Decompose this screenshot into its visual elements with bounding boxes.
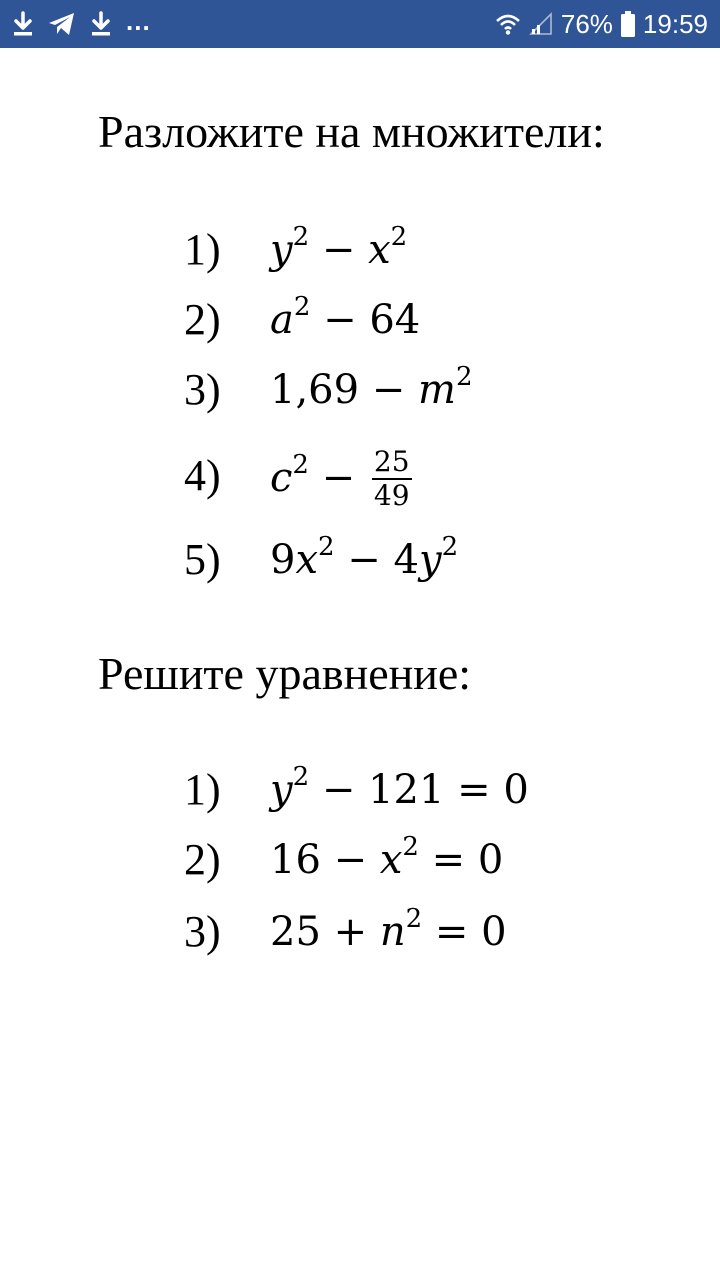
system-indicators: [495, 0, 708, 48]
notification-area: [12, 0, 151, 48]
wifi-icon: [495, 12, 521, 36]
item-number: 2): [184, 295, 221, 344]
item-number: 5): [184, 535, 221, 584]
item-number: 4): [184, 451, 221, 500]
item-number: 3): [184, 907, 221, 956]
equation: $16 - x^2 = 0$: [270, 832, 504, 883]
battery-percentage: 76%: [560, 9, 613, 39]
expression: $c^2$ − $\frac{25}{49}$: [270, 445, 410, 512]
expression: $y^2 - x^2$: [270, 222, 408, 273]
factor-section-title: Разложите на множители:: [98, 106, 605, 157]
download-icon: [12, 11, 34, 37]
telegram-icon: [48, 12, 76, 36]
clock: 19:59: [642, 9, 708, 39]
more-notifications-indicator: ...: [126, 6, 151, 36]
item-number: 3): [184, 365, 221, 414]
expression: $9x^2 - 4y^2$: [270, 532, 459, 583]
download-icon: [90, 11, 112, 37]
fraction: [372, 446, 412, 512]
equation-section-title: Решите уравнение:: [98, 648, 472, 699]
fraction-numerator: 25: [373, 445, 410, 478]
equation: $25 + n^2 = 0$: [270, 904, 507, 955]
expression: $a^2 - 64$: [270, 292, 421, 343]
item-number: 1): [184, 765, 221, 814]
cellular-signal-icon: [529, 12, 553, 36]
battery-icon: [621, 11, 635, 37]
expression: $1,69 - m^2$: [270, 362, 473, 413]
status-bar: [0, 0, 720, 48]
item-number: 1): [184, 225, 221, 274]
item-number: 2): [184, 835, 221, 884]
fraction-denominator: 49: [373, 479, 410, 512]
equation: $y^2 - 121 = 0$: [270, 762, 529, 813]
